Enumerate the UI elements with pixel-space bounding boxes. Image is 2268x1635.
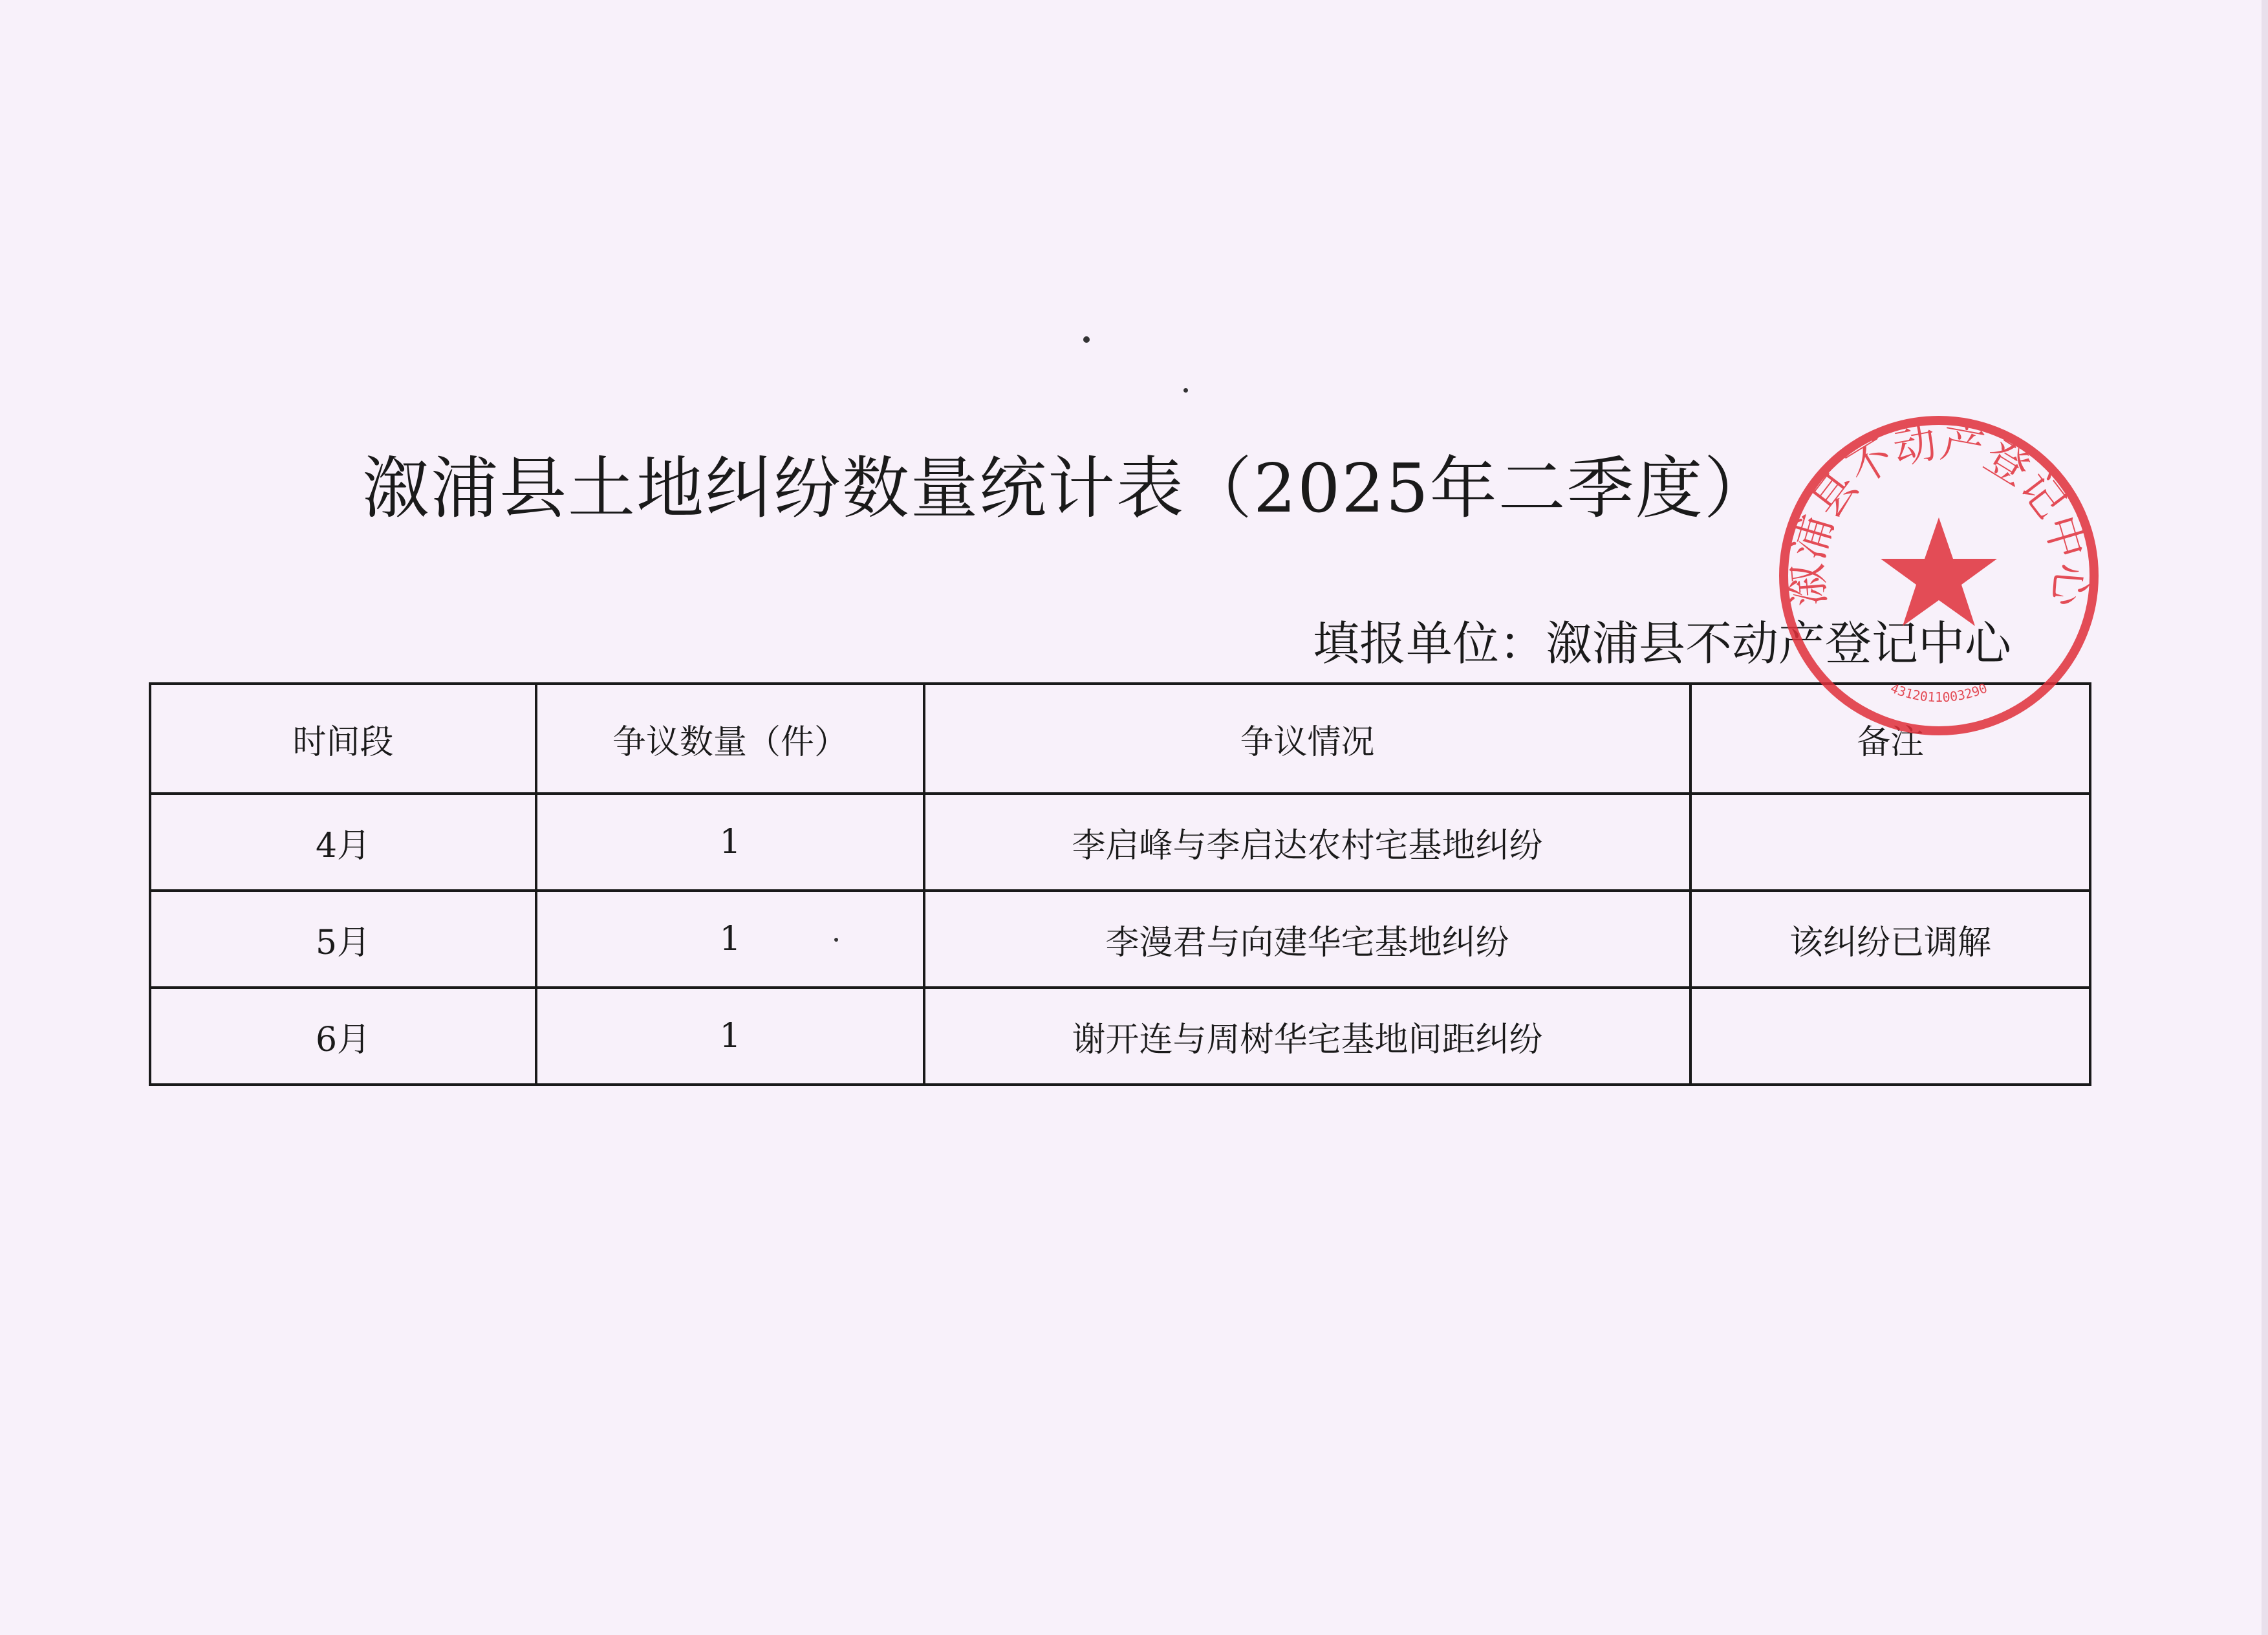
table-row [150,794,2090,891]
cell-situation: 谢开连与周树华宅基地间距纠纷 [924,988,1690,1085]
cell-situation: 李漫君与向建华宅基地纠纷 [924,891,1690,988]
cell-count: 1 [536,794,924,891]
cell-situation: 李启峰与李启达农村宅基地纠纷 [924,794,1690,891]
header-count: 争议数量（件） [536,684,924,794]
document-title: 溆浦县土地纠纷数量统计表（2025年二季度） [362,449,1773,528]
cell-count: 1 [536,891,924,988]
scan-speck [1183,388,1188,393]
cell-count: 1 [536,988,924,1085]
cell-note [1690,794,2090,891]
table-row [150,988,2090,1085]
cell-period: 6月 [150,988,536,1085]
seal-text: 溆浦县不动产登记中心 [1782,417,2096,609]
header-note: 备注 [1690,684,2090,794]
table-row [150,891,2090,988]
cell-period: 5月 [150,891,536,988]
star-icon [1881,517,1997,626]
page-edge [2262,0,2268,1635]
header-period: 时间段 [150,684,536,794]
cell-note: 该纠纷已调解 [1690,891,2090,988]
header-situation: 争议情况 [924,684,1690,794]
seal-code: 4312011003290 [1888,680,1990,706]
reporting-unit: 填报单位：溆浦县不动产登记中心 [1313,616,2012,671]
official-seal-stamp [1771,407,2107,744]
cell-period: 4月 [150,794,536,891]
scan-speck [1083,336,1090,343]
cell-note [1690,988,2090,1085]
